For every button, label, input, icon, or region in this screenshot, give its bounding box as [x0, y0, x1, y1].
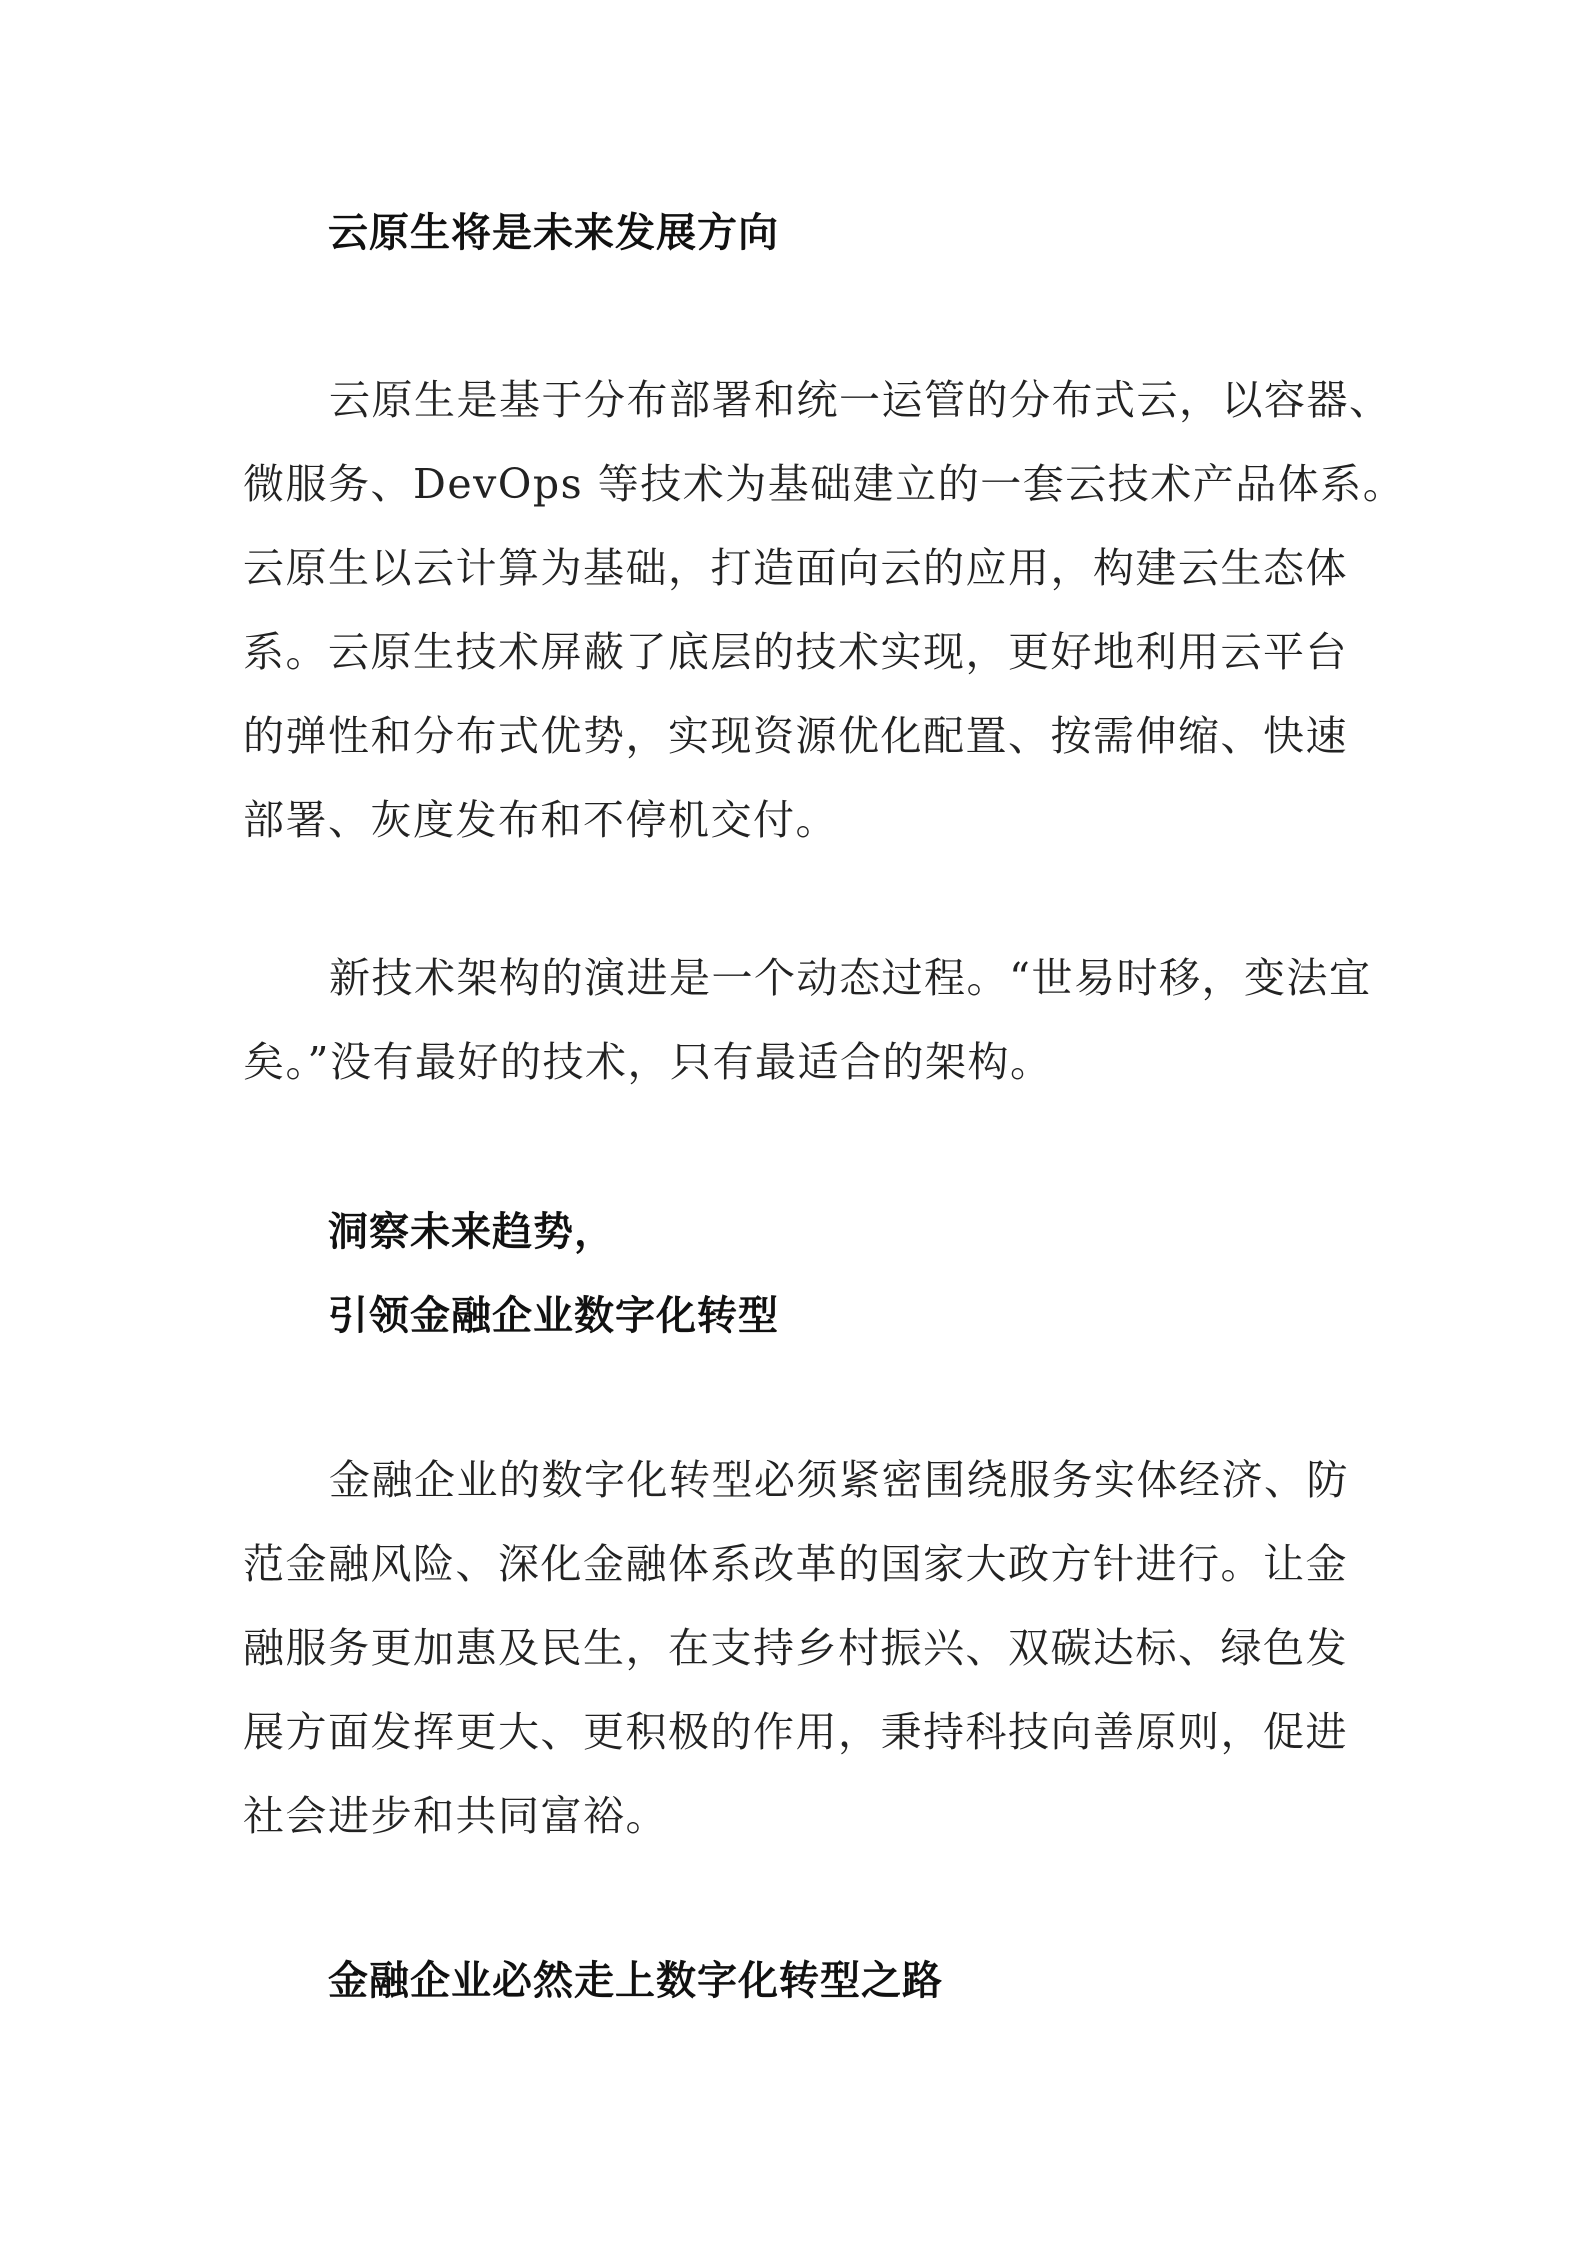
- paragraph-line: 系。云原生技术屏蔽了底层的技术实现，更好地利用云平台: [243, 628, 1348, 676]
- paragraph-line: 社会进步和共同富裕。: [243, 1792, 668, 1840]
- paragraph-line: 云原生以云计算为基础，打造面向云的应用，构建云生态体: [243, 544, 1348, 592]
- section-heading-cloud-native: [243, 191, 1368, 275]
- paragraph-line: 展方面发挥更大、更积极的作用，秉持科技向善原则，促进: [243, 1708, 1348, 1756]
- paragraph-line: 范金融风险、深化金融体系改革的国家大政方针进行。让金: [243, 1540, 1348, 1588]
- paragraph-line: 的弹性和分布式优势，实现资源优化配置、按需伸缩、快速: [243, 712, 1348, 760]
- paragraph-line: 云原生是基于分布部署和统一运管的分布式云，以容器、: [329, 376, 1392, 424]
- heading-line: 金融企业必然走上数字化转型之路: [328, 1958, 943, 2004]
- paragraph-line: 部署、灰度发布和不停机交付。: [243, 796, 838, 844]
- section-heading-future-trends: [243, 1190, 1368, 1358]
- paragraph-architecture-evolution: [243, 936, 1372, 1104]
- paragraph-line: 微服务、DevOps 等技术为基础建立的一套云技术产品体系。: [243, 460, 1406, 508]
- section-heading-inevitable-path: [243, 1939, 1368, 2023]
- paragraph-financial-digital-transformation: [243, 1438, 1368, 1858]
- paragraph-line: 矣。”没有最好的技术，只有最适合的架构。: [243, 1038, 1053, 1086]
- paragraph-line: 新技术架构的演进是一个动态过程。“世易时移，变法宜: [329, 954, 1372, 1002]
- heading-line: 洞察未来趋势，: [328, 1209, 615, 1255]
- paragraph-line: 融服务更加惠及民生，在支持乡村振兴、双碳达标、绿色发: [243, 1624, 1348, 1672]
- heading-line: 引领金融企业数字化转型: [328, 1293, 779, 1339]
- paragraph-cloud-native-definition: [243, 358, 1406, 862]
- paragraph-line: 金融企业的数字化转型必须紧密围绕服务实体经济、防: [329, 1456, 1349, 1504]
- heading-line: 云原生将是未来发展方向: [328, 210, 779, 256]
